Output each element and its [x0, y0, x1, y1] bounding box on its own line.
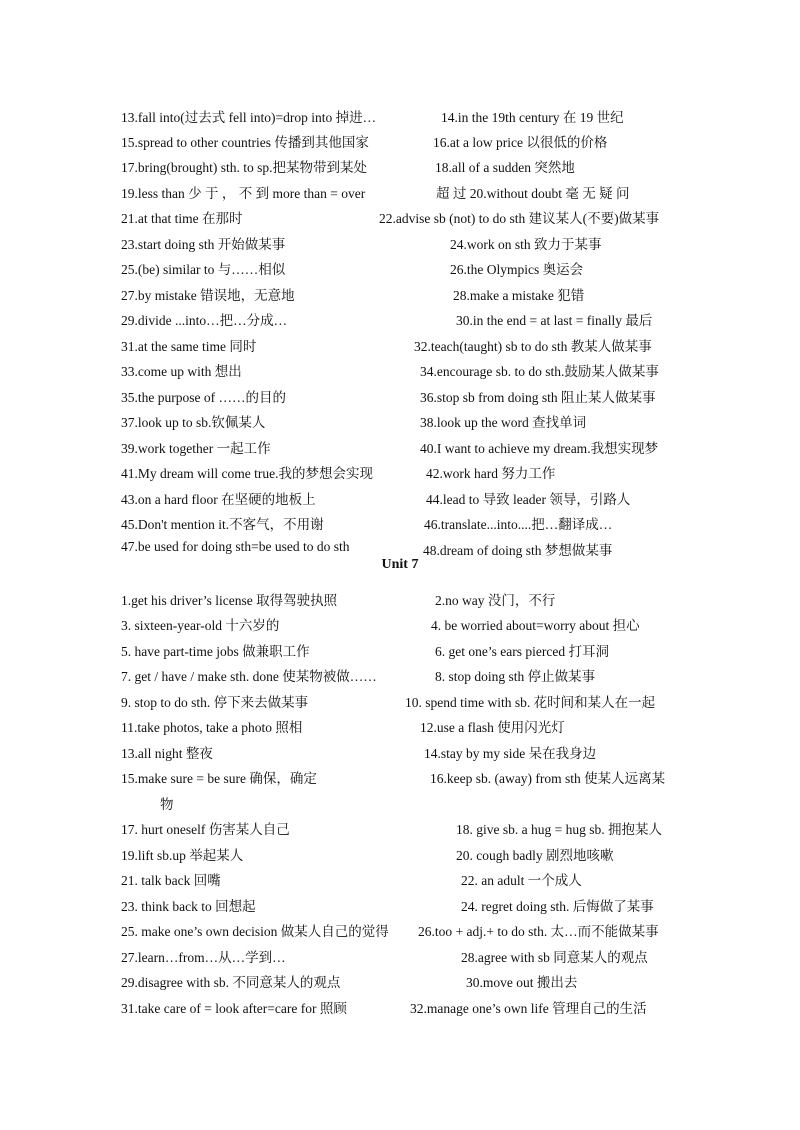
phrase-right: 32.teach(taught) sb to do sth 教某人做某事: [414, 339, 652, 354]
phrase-right: 20. cough badly 剧烈地咳嗽: [456, 848, 614, 863]
phrase-left: 35.the purpose of ……的目的: [121, 390, 286, 405]
phrase-right: 40.I want to achieve my dream.我想实现梦: [420, 441, 659, 456]
list-item: [0, 488, 800, 514]
phrase-left: 13.all night 整夜: [121, 746, 213, 761]
phrase-left: 45.Don't mention it.不客气，不用谢: [121, 517, 324, 532]
list-item: [0, 131, 800, 157]
list-item: [0, 895, 800, 921]
phrase-right: 超 过 20.without doubt 毫 无 疑 问: [436, 186, 630, 201]
phrase-left: 25.(be) similar to 与……相似: [121, 262, 286, 277]
phrase-right: 16.at a low price 以很低的价格: [433, 135, 608, 150]
list-item: [0, 691, 800, 717]
phrase-left: 15.spread to other countries 传播到其他国家: [121, 135, 369, 150]
list-item: [0, 335, 800, 361]
list-item: [0, 844, 800, 870]
phrase-right: 28.make a mistake 犯错: [453, 288, 585, 303]
phrase-right: 44.lead to 导致 leader 领导，引路人: [426, 492, 631, 507]
phrase-continuation: 物: [160, 797, 174, 812]
phrase-right: 26.too + adj.+ to do sth. 太…而不能做某事: [418, 924, 659, 939]
list-item: [0, 513, 800, 539]
phrase-left: 3. sixteen-year-old 十六岁的: [121, 618, 280, 633]
phrase-left: 23.start doing sth 开始做某事: [121, 237, 286, 252]
phrase-right: 4. be worried about=worry about 担心: [431, 618, 640, 633]
list-item: [0, 665, 800, 691]
phrase-right: 24.work on sth 致力于某事: [450, 237, 602, 252]
list-item: [0, 818, 800, 844]
phrase-left: 5. have part-time jobs 做兼职工作: [121, 644, 310, 659]
phrase-right: 38.look up the word 查找单词: [420, 415, 587, 430]
phrase-right: 10. spend time with sb. 花时间和某人在一起: [405, 695, 656, 710]
phrase-left: 27.by mistake 错误地，无意地: [121, 288, 295, 303]
phrase-right: 26.the Olympics 奥运会: [450, 262, 584, 277]
list-item: [0, 437, 800, 463]
phrase-right: 14.stay by my side 呆在我身边: [424, 746, 597, 761]
list-item: [0, 614, 800, 640]
list-item: [0, 971, 800, 997]
list-item: [0, 716, 800, 742]
phrase-right: 30.in the end = at last = finally 最后: [456, 313, 653, 328]
phrase-right: 34.encourage sb. to do sth.鼓励某人做某事: [420, 364, 659, 379]
list-item: [0, 309, 800, 335]
phrase-left: 23. think back to 回想起: [121, 899, 256, 914]
list-item: [0, 360, 800, 386]
phrase-left: 31.take care of = look after=care for 照顾: [121, 1001, 347, 1016]
phrase-left: 9. stop to do sth. 停下来去做某事: [121, 695, 309, 710]
list-item: [0, 233, 800, 259]
list-item: [0, 207, 800, 233]
phrase-left: 29.divide ...into…把…分成…: [121, 313, 288, 328]
list-item: [0, 462, 800, 488]
list-item: [0, 946, 800, 972]
phrase-right: 28.agree with sb 同意某人的观点: [461, 950, 648, 965]
list-item: [0, 386, 800, 412]
phrase-right: 18.all of a sudden 突然地: [435, 160, 575, 175]
phrase-left: 15.make sure = be sure 确保，确定: [121, 771, 317, 786]
list-item: [0, 767, 800, 793]
phrase-left: 21. talk back 回嘴: [121, 873, 221, 888]
phrase-right: 16.keep sb. (away) from sth 使某人远离某: [430, 771, 666, 786]
list-item: [0, 742, 800, 768]
phrase-left: 27.learn…from…从…学到…: [121, 950, 286, 965]
phrase-left: 17.bring(brought) sth. to sp.把某物带到某处: [121, 160, 367, 175]
phrase-right: 30.move out 搬出去: [466, 975, 578, 990]
list-item: [0, 284, 800, 310]
phrase-right: 24. regret doing sth. 后悔做了某事: [461, 899, 654, 914]
list-item: [0, 589, 800, 615]
phrase-left: 31.at the same time 同时: [121, 339, 257, 354]
phrase-left: 43.on a hard floor 在坚硬的地板上: [121, 492, 316, 507]
phrase-right: 2.no way 没门，不行: [435, 593, 556, 608]
phrase-left: 19.lift sb.up 举起某人: [121, 848, 244, 863]
phrase-left: 47.be used for doing sth=be used to do sth: [121, 539, 350, 554]
phrase-left: 37.look up to sb.钦佩某人: [121, 415, 266, 430]
phrase-right: 22.advise sb (not) to do sth 建议某人(不要)做某事: [379, 211, 660, 226]
list-item: [0, 869, 800, 895]
phrase-left: 7. get / have / make sth. done 使某物被做……: [121, 669, 377, 684]
phrase-right: 36.stop sb from doing sth 阻止某人做某事: [420, 390, 656, 405]
phrase-left: 33.come up with 想出: [121, 364, 242, 379]
list-item: [0, 156, 800, 182]
phrase-right: 42.work hard 努力工作: [426, 466, 556, 481]
phrase-right: 18. give sb. a hug = hug sb. 拥抱某人: [456, 822, 662, 837]
phrase-right: 48.dream of doing sth 梦想做某事: [423, 543, 613, 558]
phrase-right: 22. an adult 一个成人: [461, 873, 582, 888]
phrase-left: 41.My dream will come true.我的梦想会实现: [121, 466, 373, 481]
phrase-left: 21.at that time 在那时: [121, 211, 243, 226]
phrase-right: 14.in the 19th century 在 19 世纪: [441, 110, 624, 125]
phrase-right: 46.translate...into....把…翻译成…: [424, 517, 613, 532]
list-item: [0, 997, 800, 1023]
phrase-left: 17. hurt oneself 伤害某人自己: [121, 822, 290, 837]
phrase-left: 29.disagree with sb. 不同意某人的观点: [121, 975, 341, 990]
list-item: [0, 106, 800, 132]
phrase-right: 6. get one’s ears pierced 打耳洞: [435, 644, 609, 659]
phrase-left: 13.fall into(过去式 fell into)=drop into 掉进…: [121, 110, 377, 125]
phrase-left: 25. make one’s own decision 做某人自己的觉得: [121, 924, 389, 939]
phrase-right: 8. stop doing sth 停止做某事: [435, 669, 596, 684]
unit-title: Unit 7: [381, 557, 419, 572]
list-item: [0, 640, 800, 666]
phrase-left: 1.get his driver’s license 取得驾驶执照: [121, 593, 338, 608]
list-item: [0, 920, 800, 946]
phrase-left: 19.less than 少 于 ， 不 到 more than = over: [121, 186, 366, 201]
phrase-right: 32.manage one’s own life 管理自己的生活: [410, 1001, 647, 1016]
list-item: [0, 258, 800, 284]
phrase-left: 11.take photos, take a photo 照相: [121, 720, 303, 735]
phrase-right: 12.use a flash 使用闪光灯: [420, 720, 565, 735]
phrase-left: 39.work together 一起工作: [121, 441, 271, 456]
list-item: [0, 182, 800, 208]
list-item: [0, 411, 800, 437]
